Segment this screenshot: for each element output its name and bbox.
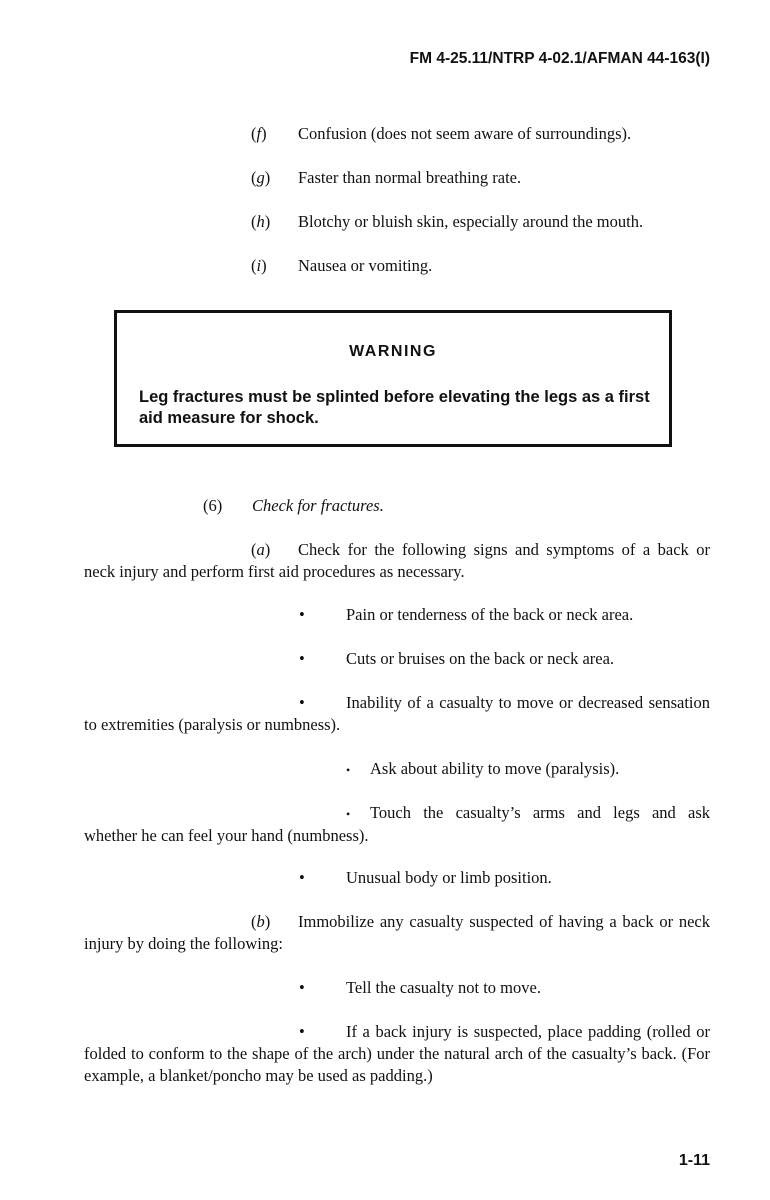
list-item-h: (h) Blotchy or bluish skin, especially around the mouth. <box>251 212 644 231</box>
warning-text: Leg fractures must be splinted before elevating the legs as a first aid measure for shock. <box>139 388 650 427</box>
bullet-icon: • <box>299 693 305 712</box>
paragraph-a: (a) Check for the following signs and symptoms of a back or neck injury and perform first aid procedures as necessary. <box>84 540 710 581</box>
bullet-item: • Pain or tenderness of the back or neck area. <box>299 605 634 624</box>
sub-bullet-item: • Touch the casualty’s arms and legs and ask whether he can feel your hand (numbness). <box>84 803 710 845</box>
bullet-item: • If a back injury is suspected, place padding (rolled or folded to conform to the shape of the arch) under the natural arch of the casualty’s back. (For example, a blanket/poncho may be used as padding.) <box>84 1022 710 1085</box>
bullet-icon: • <box>299 978 305 997</box>
page-number: 1-11 <box>678 1152 710 1169</box>
bullet-icon: • <box>299 1022 305 1041</box>
paragraph-b: (b) Immobilize any casualty suspected of having a back or neck injury by doing the following: <box>84 912 710 953</box>
bullet-item: • Tell the casualty not to move. <box>299 978 541 997</box>
list-item-g: (g) Faster than normal breathing rate. <box>251 168 522 187</box>
list-item-i: (i) Nausea or vomiting. <box>251 256 433 275</box>
section-heading: (6) Check for fractures. <box>203 496 384 515</box>
sub-bullet-item: • Ask about ability to move (paralysis). <box>346 758 619 781</box>
bullet-icon: • <box>299 605 305 624</box>
bullet-icon: • <box>299 649 305 668</box>
bullet-icon: • <box>299 868 305 887</box>
warning-title: WARNING <box>349 343 437 360</box>
small-bullet-icon: • <box>346 807 351 821</box>
bullet-item: • Cuts or bruises on the back or neck area. <box>299 649 615 668</box>
page-header: FM 4-25.11/NTRP 4-02.1/AFMAN 44-163(I) <box>409 50 710 67</box>
warning-box <box>114 310 672 447</box>
bullet-item: • Unusual body or limb position. <box>299 868 552 887</box>
bullet-item: • Inability of a casualty to move or decreased sensation to extremities (paralysis or numbness). <box>84 693 710 734</box>
small-bullet-icon: • <box>346 763 351 777</box>
list-item-f: (f) Confusion (does not seem aware of surroundings). <box>251 124 632 143</box>
